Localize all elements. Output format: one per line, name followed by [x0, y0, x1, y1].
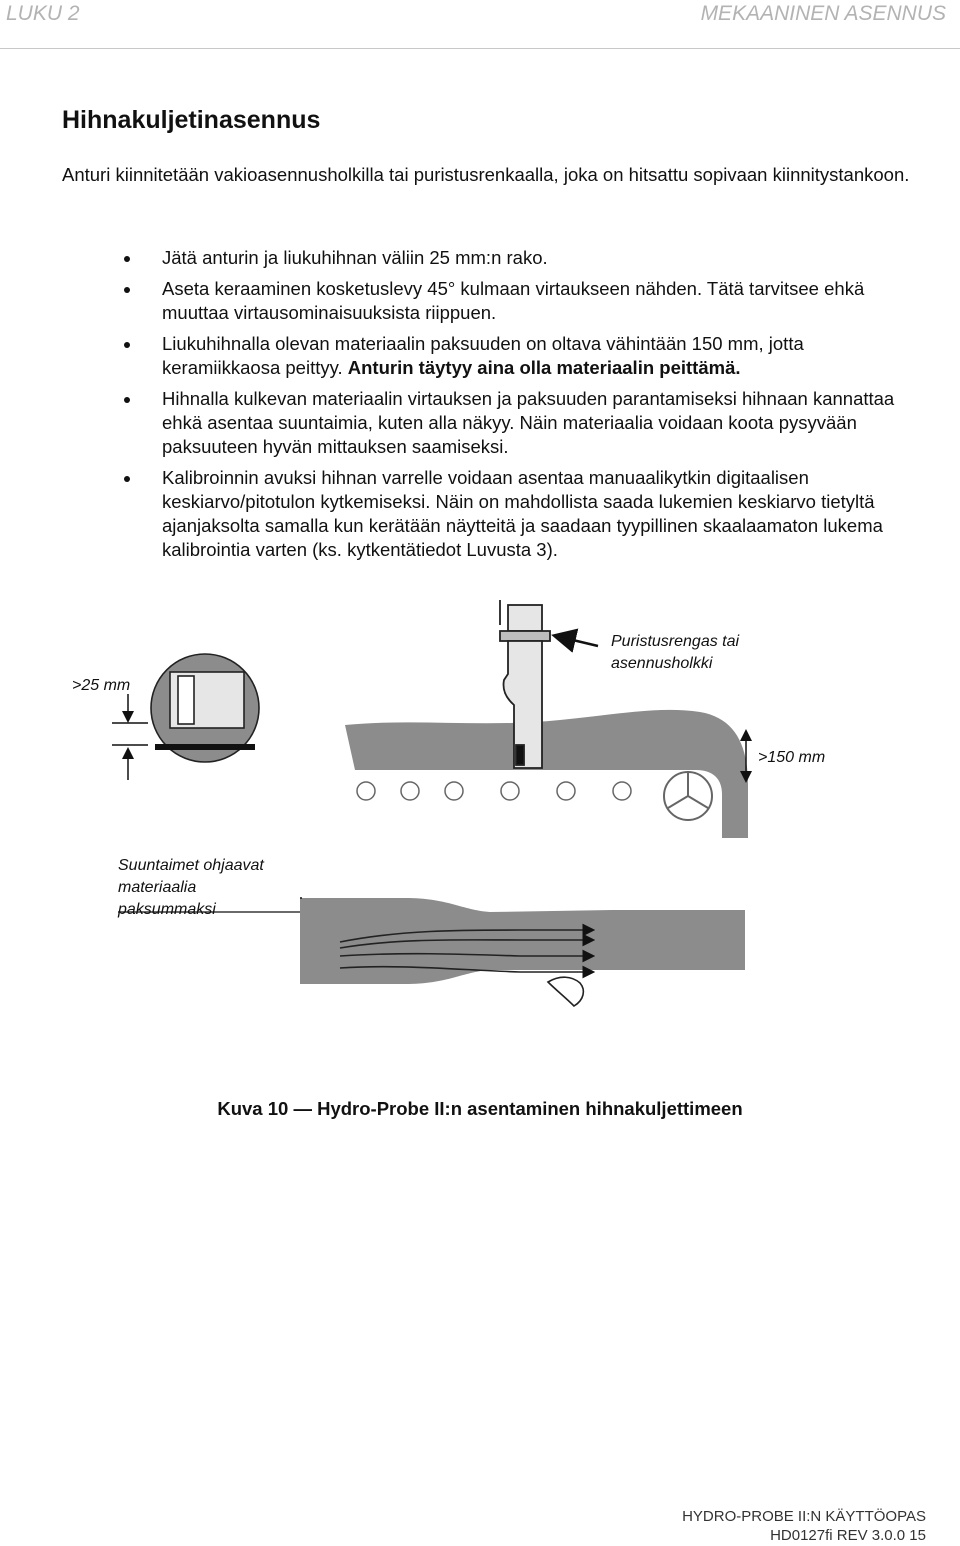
footer-manual: HYDRO-PROBE II:N KÄYTTÖOPAS: [682, 1508, 926, 1525]
ring-label-line-1: Puristusrengas tai: [611, 633, 740, 650]
belt-rollers: [357, 782, 631, 800]
bullet-icon: [124, 287, 130, 293]
chapter-label: LUKU 2: [6, 2, 80, 25]
section-label: MEKAANINEN ASENNUS: [700, 2, 946, 25]
page-header: [0, 0, 960, 50]
figure-caption: Kuva 10 — Hydro-Probe II:n asentaminen hihnakuljettimeen: [217, 1098, 743, 1119]
bullet-icon: [124, 397, 130, 403]
guide-top-view: [300, 898, 745, 1006]
list-item-text: Liukuhihnalla olevan materiaalin paksuuden on oltava vähintään 150 mm, jotta keramiikkaosa peittyy.: [162, 333, 804, 378]
list-item: [120, 387, 920, 459]
section-title: Hihnakuljetinasennus: [62, 106, 321, 134]
list-item-text: Jätä anturin ja liukuhihnan väliin 25 mm:n rako.: [162, 247, 548, 268]
conveyor-diagram: [0, 580, 960, 1100]
depth-label: >150 mm: [758, 749, 826, 766]
header-divider: [0, 48, 960, 49]
list-item-emphasis: Anturin täytyy aina olla materiaalin peittämä.: [347, 357, 741, 378]
bullet-icon: [124, 476, 130, 482]
list-item-text: Kalibroinnin avuksi hihnan varrelle voidaan asentaa manuaalikytkin digitaalisen keskiarvo/pitotulon kytkemiseksi. Näin on mahdollista saada lukemien keskiarvo tietyltä ajanjaksolta samalla kun kerätään näytteitä ja saadaan tyypillinen skaalaamaton lukema kalibrointia varten (ks. kytkentätiedot Luvusta 3).: [162, 467, 883, 560]
list-item: [120, 332, 920, 380]
gap-label: >25 mm: [72, 677, 131, 694]
intro-paragraph: Anturi kiinnitetään vakioasennusholkilla tai puristusrenkaalla, joka on hitsattu sopivaan kiinnitystankoon.: [62, 164, 910, 185]
list-item: [120, 466, 920, 562]
instruction-list: [120, 246, 920, 569]
guide-label-line-2: materiaalia: [118, 879, 197, 896]
list-item: [120, 246, 920, 270]
guide-label-line-1: Suuntaimet ohjaavat: [118, 857, 264, 874]
gap-dimension: [112, 694, 148, 780]
footer-doc-id: HD0127fi REV 3.0.0 15: [770, 1527, 926, 1544]
gap-detail: [151, 654, 259, 762]
end-pulley: [664, 772, 712, 820]
list-item-text: Aseta keraaminen kosketuslevy 45° kulmaan virtaukseen nähden. Tätä tarvitsee ehkä muuttaa virtausominaisuuksista riippuen.: [162, 278, 865, 323]
ring-label-line-2: asennusholkki: [611, 655, 713, 672]
bullet-icon: [124, 342, 130, 348]
list-item: [120, 277, 920, 325]
installation-figure: [0, 580, 960, 1100]
list-item-text: Hihnalla kulkevan materiaalin virtauksen ja paksuuden parantamiseksi hihnaan kannattaa ehkä asentaa suuntaimia, kuten alla näkyy. Näin materiaalia voidaan koota pysyvään paksuuteen hyvän mittauksen saamiseksi.: [162, 388, 895, 457]
ring-pointer: [556, 636, 598, 646]
bullet-icon: [124, 256, 130, 262]
guide-label-line-3: paksummaksi: [118, 901, 216, 918]
